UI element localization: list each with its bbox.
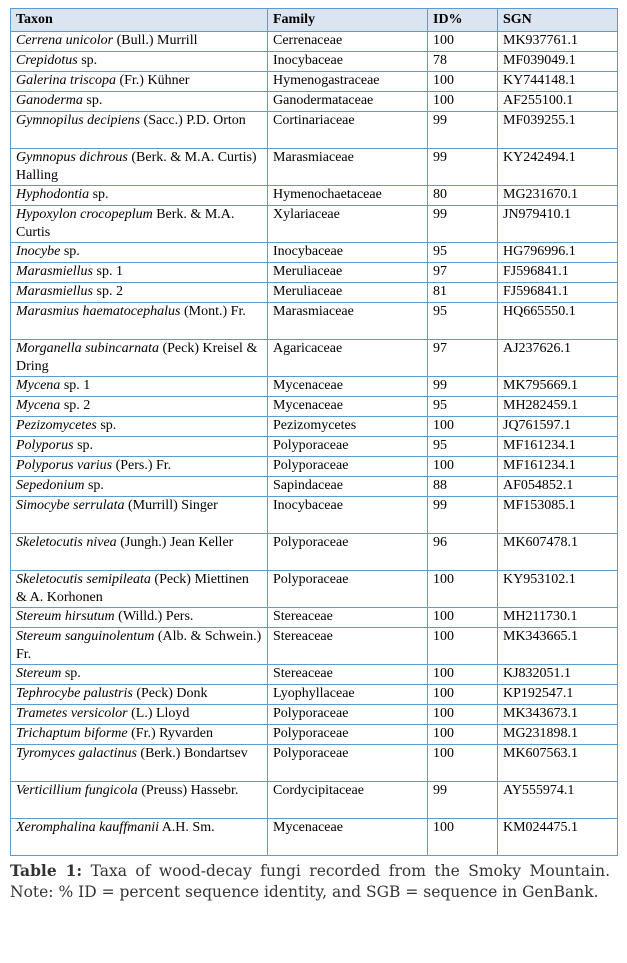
cell-taxon [11, 303, 268, 340]
taxon-name: Hypoxylon crocopeplum [16, 207, 153, 222]
cell-family: Meruliaceae [268, 263, 428, 283]
taxon-name: Cerrena unicolor [16, 33, 114, 48]
cell-taxon [11, 628, 268, 665]
cell-id-percent: 100 [428, 819, 498, 856]
taxon-author: (Murrill) Singer [124, 498, 218, 513]
taxon-author: sp. 1 [60, 378, 91, 393]
cell-sgn: MK937761.1 [498, 32, 618, 52]
cell-taxon [11, 534, 268, 571]
cell-sgn: KJ832051.1 [498, 665, 618, 685]
cell-id-percent: 96 [428, 534, 498, 571]
table-row [11, 665, 618, 685]
cell-id-percent: 78 [428, 52, 498, 72]
table-row [11, 685, 618, 705]
cell-sgn: AF054852.1 [498, 477, 618, 497]
taxon-name: Verticillium fungicola [16, 783, 138, 798]
table-row [11, 283, 618, 303]
table-row [11, 534, 618, 571]
cell-sgn: MH211730.1 [498, 608, 618, 628]
cell-taxon [11, 52, 268, 72]
taxon-name: Polyporus varius [16, 458, 113, 473]
header-id-percent: ID% [428, 9, 498, 32]
cell-taxon [11, 397, 268, 417]
cell-family: Polyporaceae [268, 437, 428, 457]
taxon-author: sp. 1 [93, 264, 123, 279]
taxon-name: Stereum [16, 666, 62, 681]
taxon-author: (Peck) Kreisel & Dring [16, 341, 258, 374]
table-row [11, 628, 618, 665]
table-header-row [11, 9, 618, 32]
taxon-name: Gymnopilus decipiens [16, 113, 141, 128]
cell-sgn: MF153085.1 [498, 497, 618, 534]
table-row [11, 92, 618, 112]
cell-taxon [11, 685, 268, 705]
taxon-name: Inocybe [16, 244, 61, 259]
cell-family: Inocybaceae [268, 52, 428, 72]
cell-id-percent: 100 [428, 628, 498, 665]
cell-id-percent: 95 [428, 243, 498, 263]
cell-taxon [11, 72, 268, 92]
cell-family: Polyporaceae [268, 745, 428, 782]
taxon-name: Stereum hirsutum [16, 609, 115, 624]
table-row [11, 608, 618, 628]
cell-family: Polyporaceae [268, 534, 428, 571]
cell-sgn: KM024475.1 [498, 819, 618, 856]
taxon-name: Galerina triscopa [16, 73, 116, 88]
cell-id-percent: 100 [428, 571, 498, 608]
cell-id-percent: 100 [428, 745, 498, 782]
taxon-author: sp. 2 [60, 398, 91, 413]
taxa-table [10, 8, 618, 856]
cell-sgn: HQ665550.1 [498, 303, 618, 340]
cell-taxon [11, 283, 268, 303]
cell-family: Agaricaceae [268, 340, 428, 377]
header-taxon: Taxon [11, 9, 268, 32]
cell-taxon [11, 437, 268, 457]
taxon-author: sp. [82, 93, 103, 108]
taxon-author: (Bull.) Murrill [113, 33, 198, 48]
cell-family: Polyporaceae [268, 725, 428, 745]
cell-family: Meruliaceae [268, 283, 428, 303]
cell-sgn: MF039255.1 [498, 112, 618, 149]
table-row [11, 263, 618, 283]
taxon-author: (Fr.) Ryvarden [127, 726, 213, 741]
taxon-author: sp. [89, 187, 109, 202]
taxon-author: (Berk. & M.A. Curtis) Halling [16, 150, 257, 183]
taxon-author: (Pers.) Fr. [112, 458, 172, 473]
taxon-author: (Fr.) Kühner [115, 73, 190, 88]
table-row [11, 340, 618, 377]
cell-sgn: KY953102.1 [498, 571, 618, 608]
table-row [11, 571, 618, 608]
taxon-name: Marasmius haematocephalus [16, 304, 181, 319]
cell-id-percent: 95 [428, 303, 498, 340]
taxon-name: Simocybe serrulata [16, 498, 125, 513]
taxon-name: Skeletocutis nivea [16, 535, 117, 550]
taxon-name: Morganella subincarnata [16, 341, 159, 356]
cell-family: Polyporaceae [268, 457, 428, 477]
cell-sgn: MK607478.1 [498, 534, 618, 571]
cell-family: Cortinariaceae [268, 112, 428, 149]
cell-family: Hymenochaetaceae [268, 186, 428, 206]
cell-taxon [11, 377, 268, 397]
table-row [11, 417, 618, 437]
taxon-author: (Peck) Donk [132, 686, 208, 701]
cell-taxon [11, 149, 268, 186]
taxon-name: Trametes versicolor [16, 706, 128, 721]
cell-sgn: MH282459.1 [498, 397, 618, 417]
taxon-author: A.H. Sm. [158, 820, 215, 835]
table-row [11, 497, 618, 534]
cell-taxon [11, 457, 268, 477]
table-row [11, 782, 618, 819]
cell-sgn: MG231670.1 [498, 186, 618, 206]
cell-taxon [11, 725, 268, 745]
cell-family: Ganodermataceae [268, 92, 428, 112]
table-row [11, 206, 618, 243]
cell-family: Inocybaceae [268, 497, 428, 534]
cell-taxon [11, 782, 268, 819]
cell-taxon [11, 477, 268, 497]
table-row [11, 457, 618, 477]
cell-id-percent: 100 [428, 725, 498, 745]
taxon-author: (Jungh.) Jean Keller [116, 535, 234, 550]
cell-family: Polyporaceae [268, 571, 428, 608]
cell-taxon [11, 243, 268, 263]
cell-sgn: KY242494.1 [498, 149, 618, 186]
taxon-name: Pezizomycetes [16, 418, 97, 433]
cell-taxon [11, 112, 268, 149]
taxon-name: Marasmiellus [16, 284, 93, 299]
caption-label: Table 1: [10, 861, 83, 880]
cell-id-percent: 99 [428, 149, 498, 186]
cell-family: Mycenaceae [268, 819, 428, 856]
cell-id-percent: 80 [428, 186, 498, 206]
taxon-name: Stereum sanguinolentum [16, 629, 155, 644]
taxon-author: sp. [84, 478, 104, 493]
taxon-author: (Berk.) Bondartsev [136, 746, 248, 761]
taxon-author: (Sacc.) P.D. Orton [140, 113, 246, 128]
taxon-name: Ganoderma [16, 93, 83, 108]
cell-id-percent: 100 [428, 665, 498, 685]
table-row [11, 397, 618, 417]
taxon-name: Marasmiellus [16, 264, 93, 279]
taxon-author: (Preuss) Hassebr. [137, 783, 239, 798]
taxon-name: Mycena [16, 398, 61, 413]
table-row [11, 477, 618, 497]
cell-family: Lyophyllaceae [268, 685, 428, 705]
cell-taxon [11, 206, 268, 243]
taxon-name: Crepidotus [16, 53, 78, 68]
cell-family: Mycenaceae [268, 377, 428, 397]
cell-id-percent: 100 [428, 608, 498, 628]
taxon-author: (Peck) Miettinen & A. Korhonen [16, 572, 249, 605]
cell-id-percent: 97 [428, 340, 498, 377]
cell-family: Pezizomycetes [268, 417, 428, 437]
table-row [11, 112, 618, 149]
cell-taxon [11, 608, 268, 628]
cell-sgn: MK343673.1 [498, 705, 618, 725]
taxon-author: (Willd.) Pers. [114, 609, 194, 624]
cell-family: Xylariaceae [268, 206, 428, 243]
cell-taxon [11, 417, 268, 437]
taxon-author: (Alb. & Schwein.) Fr. [16, 629, 262, 662]
taxon-name: Mycena [16, 378, 61, 393]
taxon-author: sp. 2 [93, 284, 123, 299]
taxon-name: Gymnopus dichrous [16, 150, 128, 165]
taxon-author: sp. [73, 438, 94, 453]
cell-taxon [11, 186, 268, 206]
taxon-author: Berk. & M.A. Curtis [16, 207, 235, 240]
taxon-author: sp. [77, 53, 98, 68]
cell-sgn: MF161234.1 [498, 457, 618, 477]
table-row [11, 377, 618, 397]
cell-sgn: MF161234.1 [498, 437, 618, 457]
cell-family: Cordycipitaceae [268, 782, 428, 819]
taxon-author: (Mont.) Fr. [180, 304, 246, 319]
cell-sgn: KP192547.1 [498, 685, 618, 705]
header-sgn: SGN [498, 9, 618, 32]
table-row [11, 149, 618, 186]
cell-id-percent: 99 [428, 112, 498, 149]
table-row [11, 186, 618, 206]
cell-sgn: AJ237626.1 [498, 340, 618, 377]
cell-taxon [11, 705, 268, 725]
cell-taxon [11, 819, 268, 856]
cell-taxon [11, 340, 268, 377]
table-row [11, 32, 618, 52]
cell-sgn: MK607563.1 [498, 745, 618, 782]
cell-id-percent: 100 [428, 72, 498, 92]
taxon-author: sp. [61, 666, 81, 681]
cell-family: Stereaceae [268, 628, 428, 665]
taxon-name: Hyphodontia [16, 187, 90, 202]
cell-family: Marasmiaceae [268, 149, 428, 186]
cell-id-percent: 97 [428, 263, 498, 283]
cell-sgn: AF255100.1 [498, 92, 618, 112]
cell-id-percent: 100 [428, 705, 498, 725]
cell-sgn: MF039049.1 [498, 52, 618, 72]
cell-id-percent: 88 [428, 477, 498, 497]
cell-id-percent: 95 [428, 437, 498, 457]
cell-id-percent: 99 [428, 206, 498, 243]
taxon-name: Xeromphalina kauffmanii [16, 820, 159, 835]
cell-sgn: MG231898.1 [498, 725, 618, 745]
table-row [11, 72, 618, 92]
cell-family: Stereaceae [268, 608, 428, 628]
cell-family: Polyporaceae [268, 705, 428, 725]
cell-id-percent: 100 [428, 457, 498, 477]
header-family: Family [268, 9, 428, 32]
cell-sgn: JN979410.1 [498, 206, 618, 243]
table-row [11, 725, 618, 745]
taxon-name: Tephrocybe palustris [16, 686, 133, 701]
cell-family: Sapindaceae [268, 477, 428, 497]
cell-taxon [11, 745, 268, 782]
cell-family: Cerrenaceae [268, 32, 428, 52]
table-row [11, 52, 618, 72]
cell-id-percent: 81 [428, 283, 498, 303]
table-caption [10, 860, 610, 903]
cell-taxon [11, 92, 268, 112]
cell-family: Marasmiaceae [268, 303, 428, 340]
cell-id-percent: 100 [428, 417, 498, 437]
cell-sgn: MK343665.1 [498, 628, 618, 665]
cell-sgn: AY555974.1 [498, 782, 618, 819]
taxon-name: Polyporus [16, 438, 74, 453]
table-row [11, 745, 618, 782]
cell-family: Hymenogastraceae [268, 72, 428, 92]
cell-taxon [11, 571, 268, 608]
cell-family: Inocybaceae [268, 243, 428, 263]
cell-family: Mycenaceae [268, 397, 428, 417]
cell-id-percent: 95 [428, 397, 498, 417]
taxon-author: sp. [60, 244, 80, 259]
taxon-name: Tyromyces galactinus [16, 746, 137, 761]
cell-sgn: MK795669.1 [498, 377, 618, 397]
cell-sgn: KY744148.1 [498, 72, 618, 92]
cell-sgn: JQ761597.1 [498, 417, 618, 437]
taxon-author: (L.) Lloyd [127, 706, 190, 721]
cell-id-percent: 100 [428, 92, 498, 112]
cell-id-percent: 99 [428, 377, 498, 397]
caption-text: Taxa of wood-decay fungi recorded from the Smoky Mountain. Note: % ID = percent sequence identity, and SGB = sequence in GenBank. [10, 862, 610, 901]
taxon-author: sp. [96, 418, 117, 433]
cell-taxon [11, 497, 268, 534]
table-row [11, 243, 618, 263]
taxon-name: Skeletocutis semipileata [16, 572, 151, 587]
cell-sgn: HG796996.1 [498, 243, 618, 263]
cell-taxon [11, 263, 268, 283]
cell-id-percent: 100 [428, 32, 498, 52]
cell-taxon [11, 32, 268, 52]
document-page [10, 8, 617, 903]
cell-taxon [11, 665, 268, 685]
table-row [11, 819, 618, 856]
taxon-name: Sepedonium [16, 478, 85, 493]
cell-sgn: FJ596841.1 [498, 263, 618, 283]
table-row [11, 303, 618, 340]
cell-sgn: FJ596841.1 [498, 283, 618, 303]
cell-family: Stereaceae [268, 665, 428, 685]
cell-id-percent: 100 [428, 685, 498, 705]
cell-id-percent: 99 [428, 782, 498, 819]
table-row [11, 437, 618, 457]
table-row [11, 705, 618, 725]
cell-id-percent: 99 [428, 497, 498, 534]
taxon-name: Trichaptum biforme [16, 726, 128, 741]
